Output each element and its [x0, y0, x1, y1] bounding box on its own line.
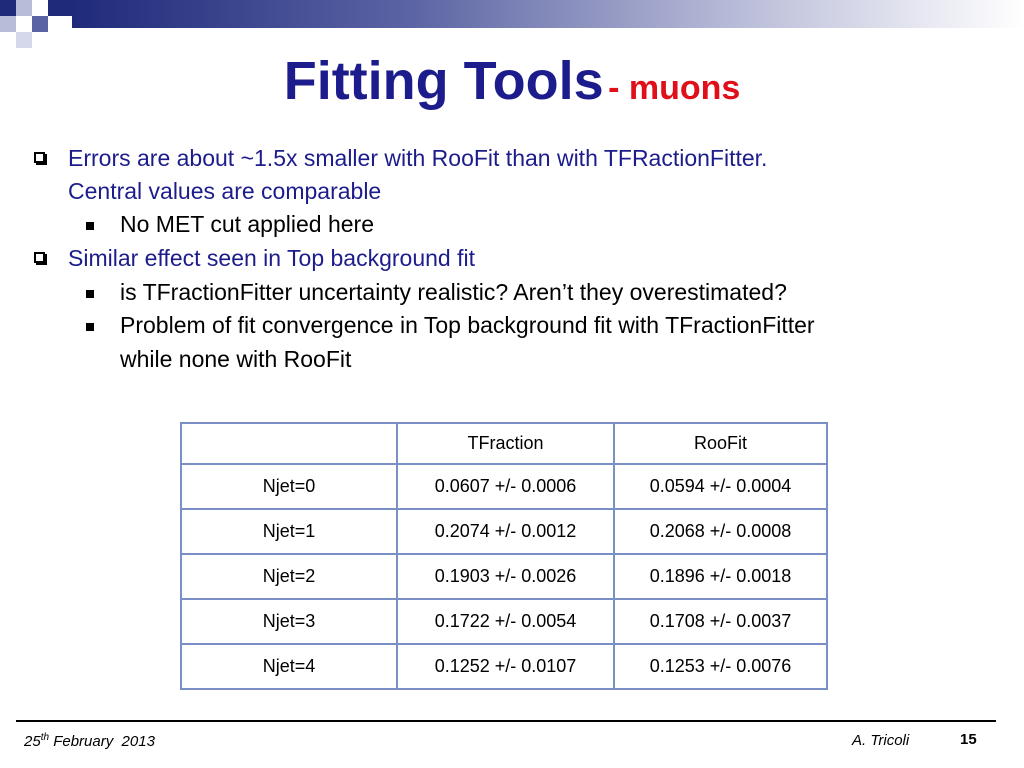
- deco-square: [16, 32, 32, 48]
- footer-date: [24, 732, 155, 750]
- square-bullet-icon: [86, 290, 94, 298]
- table-cell: 0.1708 +/- 0.0037: [614, 599, 827, 644]
- table-header-cell: [181, 423, 397, 464]
- table-header-row: [181, 423, 827, 464]
- header-gradient-bar: [72, 0, 1024, 28]
- table-row: [181, 554, 827, 599]
- title-sub: - muons: [608, 69, 741, 107]
- deco-square: [16, 0, 32, 16]
- footer-divider: [16, 720, 996, 722]
- table-cell: 0.1722 +/- 0.0054: [397, 599, 614, 644]
- square-bullet-icon: [86, 323, 94, 331]
- table-row: [181, 464, 827, 509]
- results-table: [180, 422, 828, 690]
- table-cell: 0.1253 +/- 0.0076: [614, 644, 827, 689]
- table-row: [181, 509, 827, 554]
- table-row: [181, 644, 827, 689]
- table-cell: Njet=3: [181, 599, 397, 644]
- table-cell: 0.2068 +/- 0.0008: [614, 509, 827, 554]
- footer-date-rest: February 2013: [53, 733, 155, 750]
- slide-title: [0, 50, 1024, 112]
- table-cell: 0.1903 +/- 0.0026: [397, 554, 614, 599]
- table-cell: Njet=4: [181, 644, 397, 689]
- sub-bullet-text: No MET cut applied here: [120, 211, 374, 237]
- table-header-cell: TFraction: [397, 423, 614, 464]
- deco-square: [0, 16, 16, 32]
- table-row: [181, 599, 827, 644]
- footer-author: A. Tricoli: [852, 732, 910, 749]
- deco-square: [0, 0, 16, 16]
- checkbox-bullet-icon: [34, 152, 45, 163]
- deco-square: [48, 0, 72, 16]
- table-cell: Njet=1: [181, 509, 397, 554]
- table-cell: 0.1896 +/- 0.0018: [614, 554, 827, 599]
- bullet-text: Similar effect seen in Top background fit: [68, 245, 475, 271]
- checkbox-bullet-icon: [34, 252, 45, 263]
- bullet-text: Errors are about ~1.5x smaller with RooFit than with TFRactionFitter.: [68, 145, 768, 171]
- table-cell: 0.1252 +/- 0.0107: [397, 644, 614, 689]
- square-bullet-icon: [86, 222, 94, 230]
- title-main: Fitting Tools: [283, 51, 604, 111]
- table-cell: 0.0607 +/- 0.0006: [397, 464, 614, 509]
- table-cell: 0.0594 +/- 0.0004: [614, 464, 827, 509]
- table-cell: 0.2074 +/- 0.0012: [397, 509, 614, 554]
- table-cell: Njet=0: [181, 464, 397, 509]
- sub-bullet-text: Problem of fit convergence in Top background fit with TFractionFitter: [120, 312, 815, 338]
- sub-bullet-text: while none with RooFit: [120, 346, 352, 372]
- deco-square: [32, 16, 48, 32]
- bullet-text: Central values are comparable: [68, 178, 382, 204]
- page-number: 15: [960, 731, 977, 748]
- footer-date-day: 25: [24, 733, 41, 750]
- table-cell: Njet=2: [181, 554, 397, 599]
- header-decoration: [0, 0, 1024, 48]
- footer-date-suffix: th: [40, 732, 50, 743]
- sub-bullet-text: is TFractionFitter uncertainty realistic? Aren’t they overestimated?: [120, 279, 787, 305]
- table-header-cell: RooFit: [614, 423, 827, 464]
